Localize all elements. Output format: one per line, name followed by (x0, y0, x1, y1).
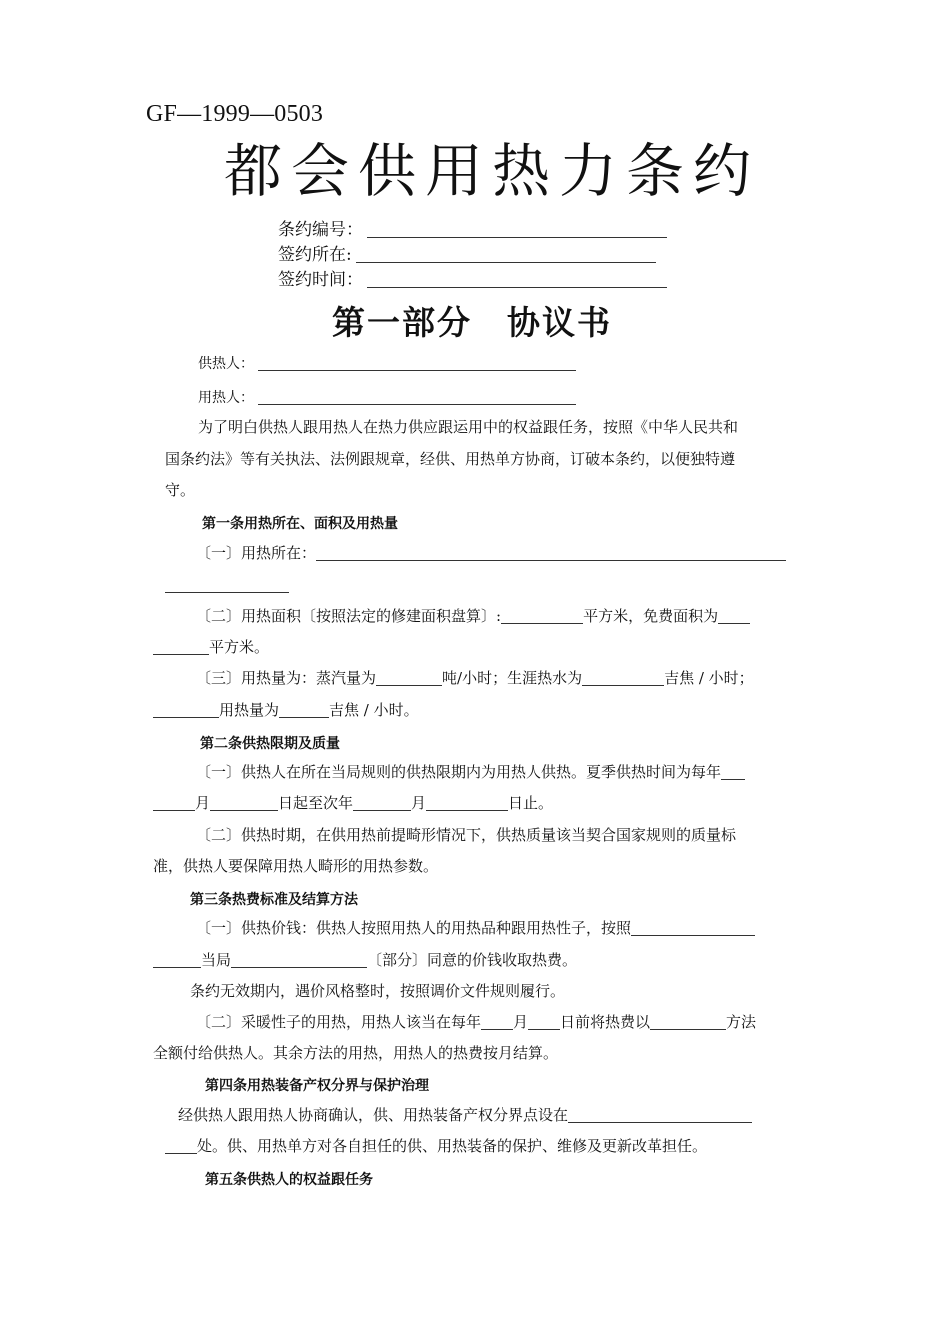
art3-item1-text-a: 〔一〕供热价钱：供热人按照用热人的用热品种跟用热性子，按照 (196, 919, 632, 937)
art1-item3-text-d: 用热量为 (219, 701, 280, 719)
art2-item1-text-a: 〔一〕供热人在所在当局规则的供热限期内为用热人供热。夏季供热时间为每年 (196, 763, 722, 781)
art2-start-month-blank (721, 766, 745, 780)
art4-boundary-blank-cont (165, 1140, 197, 1154)
art1-item3-text-b: 吨/小时；生涯热水为 (442, 669, 583, 687)
article-5-heading: 第五条供热人的权益跟任务 (205, 1172, 373, 1188)
art1-item3-row (196, 669, 754, 687)
art1-item3-text-e: 吉焦 / 小时。 (329, 701, 419, 719)
article-4-heading: 第四条用热装备产权分界与保护治理 (205, 1078, 429, 1094)
art1-free-area-blank (718, 610, 750, 624)
art2-start-month-blank-cont (153, 797, 195, 811)
preamble-line-2: 国条约法》等有关执法、法例跟规章，经供、用热单方协商，订破本条约，以便独特遵 (165, 450, 736, 468)
art4-boundary-blank (568, 1109, 752, 1123)
art1-item2-text-b: 平方米，免费面积为 (583, 607, 719, 625)
heat-supplier-row (198, 353, 576, 373)
art3-item2-line-2: 全额付给供热人。其余方法的用热，用热人的热费按月结算。 (153, 1044, 559, 1062)
art4-line-2-text: 处。供、用热单方对各自担任的供、用热装备的保护、维修及更新改革担任。 (197, 1137, 708, 1155)
art4-line-1-row (178, 1106, 752, 1124)
art1-item3-text-c: 吉焦 / 小时； (664, 669, 754, 687)
art1-item1-blank (316, 547, 786, 561)
heat-supplier-blank (258, 358, 576, 371)
art3-item1-text-c: 〔部分〕同意的价钱收取热费。 (367, 951, 578, 969)
art3-item2-text-a: 〔二〕采暖性子的用热，用热人该当在每年 (196, 1013, 482, 1031)
art2-item1-row (196, 763, 745, 781)
art1-free-area-blank-cont (153, 641, 209, 655)
art2-end-month-blank (353, 797, 411, 811)
art1-heat-use-label-blank (153, 704, 219, 718)
heat-user-label: 用热人： (198, 390, 254, 406)
signing-time-blank (367, 273, 667, 288)
signing-time-row (278, 270, 667, 290)
preamble-line-1: 为了明白供热人跟用热人在热力供应跟运用中的权益跟任务，按照《中华人民共和 (198, 418, 739, 436)
art1-steam-blank (376, 672, 442, 686)
art3-pay-day-blank (528, 1016, 560, 1030)
art3-price-note: 条约无效期内，遇价风格整时，按照调价文件规则履行。 (190, 982, 566, 1000)
part-one-heading: 第一部分 协议书 (332, 303, 612, 342)
art1-hotwater-blank (582, 672, 664, 686)
heat-supplier-label: 供热人： (198, 356, 254, 372)
art3-department-blank (231, 954, 367, 968)
document-code: GF—1999—0503 (146, 101, 324, 127)
art3-authority-blank-cont (153, 954, 201, 968)
article-1-heading: 第一条用热所在、面积及用热量 (202, 516, 398, 532)
art1-item1-blank-cont (165, 579, 289, 593)
art2-item1-text-c: 日起至次年 (278, 794, 354, 812)
art3-pay-month-blank (481, 1016, 513, 1030)
art2-item2-line-1: 〔二〕供热时期，在供用热前提畸形情况下，供热质量该当契合国家规则的质量标 (196, 826, 737, 844)
art1-item3-text-a: 〔三〕用热量为：蒸汽量为 (196, 669, 377, 687)
preamble-line-3: 守。 (165, 481, 196, 499)
contract-number-label: 条约编号： (278, 220, 363, 240)
heat-user-blank (258, 392, 576, 405)
article-2-heading: 第二条供热限期及质量 (200, 736, 340, 752)
art3-item1-text-b: 当局 (201, 951, 232, 969)
art3-item1-row-2 (153, 951, 577, 969)
heat-user-row (198, 387, 576, 407)
art3-item1-row (196, 919, 755, 937)
art4-line-1-text: 经供热人跟用热人协商确认，供、用热装备产权分界点设在 (178, 1106, 569, 1124)
art1-heat-use-blank (279, 704, 329, 718)
art2-start-day-blank (210, 797, 278, 811)
art1-item2-text-c: 平方米。 (209, 638, 270, 656)
art3-item2-text-c: 日前将热费以 (560, 1013, 651, 1031)
art2-item1-text-d: 月 (411, 794, 427, 812)
document-title: 都会供用热力条约 (224, 137, 761, 205)
art1-item2-row (196, 607, 750, 625)
signing-place-row (278, 245, 656, 265)
art2-item1-text-e: 日止。 (508, 794, 554, 812)
art3-item2-text-b: 月 (513, 1013, 529, 1031)
art2-item1-row-2 (153, 794, 553, 812)
art1-item1-label: 〔一〕用热所在： (196, 544, 317, 562)
signing-time-label: 签约时间： (278, 270, 363, 290)
art1-item1-row (196, 544, 786, 562)
contract-number-blank (367, 223, 667, 238)
art2-item2-line-2: 准，供热人要保障用热人畸形的用热参数。 (153, 857, 439, 875)
art1-item3-row-2 (153, 701, 419, 719)
art1-area-blank (501, 610, 583, 624)
art1-item2-row-2 (153, 638, 269, 656)
art2-end-day-blank (426, 797, 508, 811)
art3-item2-row (196, 1013, 756, 1031)
art2-item1-text-b: 月 (195, 794, 211, 812)
art3-item2-text-d: 方法 (726, 1013, 757, 1031)
art1-item1-continuation (165, 576, 289, 594)
signing-place-label: 签约所在: (278, 245, 352, 265)
art3-pay-method-blank (650, 1016, 726, 1030)
art3-authority-blank (631, 922, 755, 936)
art1-item2-text-a: 〔二〕用热面积〔按照法定的修建面积盘算〕: (196, 607, 502, 625)
signing-place-blank (356, 248, 656, 263)
contract-number-row (278, 220, 667, 240)
art4-line-2-row (165, 1137, 707, 1155)
article-3-heading: 第三条热费标准及结算方法 (190, 892, 358, 908)
